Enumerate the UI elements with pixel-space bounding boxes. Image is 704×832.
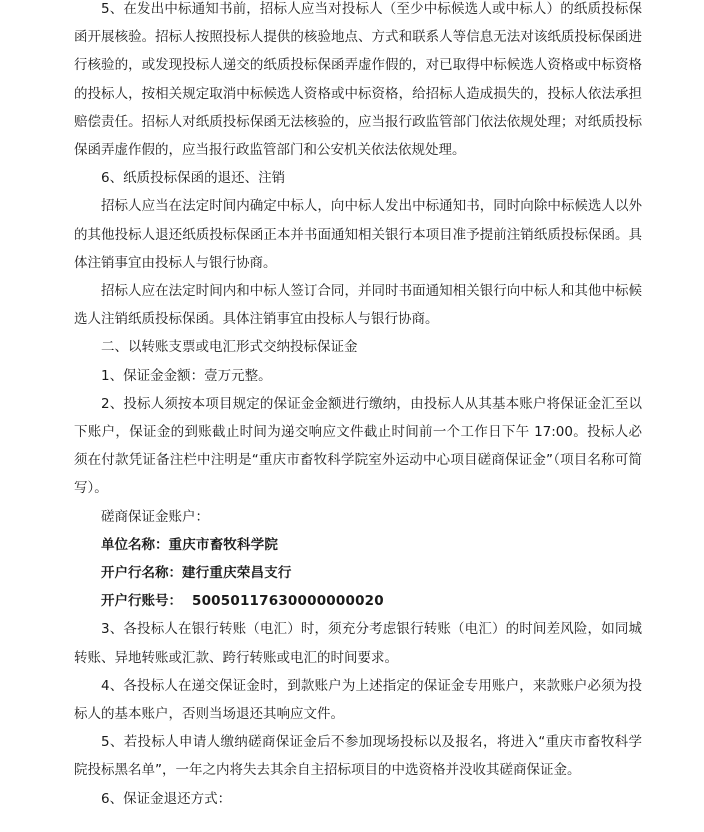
account-bank-label: 开户行名称： <box>101 565 182 582</box>
heading-guarantee-return: 6、纸质投标保函的退还、注销 <box>101 170 286 187</box>
account-unit-value: 重庆市畜牧科学院 <box>168 536 279 553</box>
paragraph-deposit-amount: 1、保证金金额：壹万元整。 <box>101 367 272 384</box>
account-unit-line <box>74 531 642 559</box>
account-number-line <box>74 587 642 615</box>
account-bank-value: 建行重庆荣昌支行 <box>182 565 292 582</box>
account-number-value: 50050117630000000020 <box>192 593 384 610</box>
account-bank-line <box>74 559 642 587</box>
paragraph-return-procedure: 招标人应当在法定时间内确定中标人，向中标人发出中标通知书，同时向除中标候选人以外的其他投标人退还纸质投标保函正本并书面通知相关银行本项目准予提前注销纸质投标保函。具体注销事宜由投标人与银行协商。 <box>74 198 642 271</box>
paragraph-refund-method: 6、保证金退还方式： <box>101 790 232 807</box>
paragraph-receiving-account: 4、各投标人在递交保证金时，到款账户为上述指定的保证金专用账户，来款账户必须为投标人的基本账户，否则当场退还其响应文件。 <box>74 677 642 723</box>
paragraph-transfer-risk: 3、各投标人在银行转账（电汇）时，须充分考虑银行转账（电汇）的时间差风险，如同城转账、异地转账或汇款、跨行转账或电汇的时间要求。 <box>74 621 642 666</box>
paragraph-bid-guarantee-verification: 5、在发出中标通知书前，招标人应当对投标人（至少中标候选人或中标人）的纸质投标保函开展核验。招标人按照投标人提供的核验地点、方式和联系人等信息无法对该纸质投标保函进行核验的，或发现投标人递交的纸质投标保函弄虚作假的，对已取得中标候选人资格或中标资格的投标人，按相关规定取消中标候选人资格或中标资格，给招标人造成损失的，投标人依法承担赔偿责任。招标人对纸质投标保函无法核验的，应当报行政监管部门依法依规处理；对纸质投标保函弄虚作假的，应当报行政监管部门和公安机关依法依规处理。 <box>74 1 642 159</box>
account-number-label: 开户行账号： <box>101 593 182 610</box>
paragraph-account-heading: 磋商保证金账户： <box>101 508 209 525</box>
heading-transfer-deposit: 二、以转账支票或电汇形式交纳投标保证金 <box>101 339 358 356</box>
account-unit-label: 单位名称： <box>101 536 169 553</box>
document-body <box>74 0 642 813</box>
paragraph-deposit-instructions: 2、投标人须按本项目规定的保证金金额进行缴纳，由投标人从其基本账户将保证金汇至以下账户，保证金的到账截止时间为递交响应文件截止时间前一个工作日下午 17:00。投标人必须在付款凭证备注栏中注明是“重庆市畜牧科学院室外运动中心项目磋商保证金”（项目名称可简写）。 <box>74 395 642 497</box>
paragraph-contract-cancellation: 招标人应在法定时间内和中标人签订合同，并同时书面通知相关银行向中标人和其他中标候选人注销纸质投标保函。具体注销事宜由投标人与银行协商。 <box>74 283 642 328</box>
paragraph-blacklist: 5、若投标人申请人缴纳磋商保证金后不参加现场投标以及报名，将进入“重庆市畜牧科学院投标黑名单”，一年之内将失去其余自主招标项目的中选资格并没收其磋商保证金。 <box>74 734 642 779</box>
